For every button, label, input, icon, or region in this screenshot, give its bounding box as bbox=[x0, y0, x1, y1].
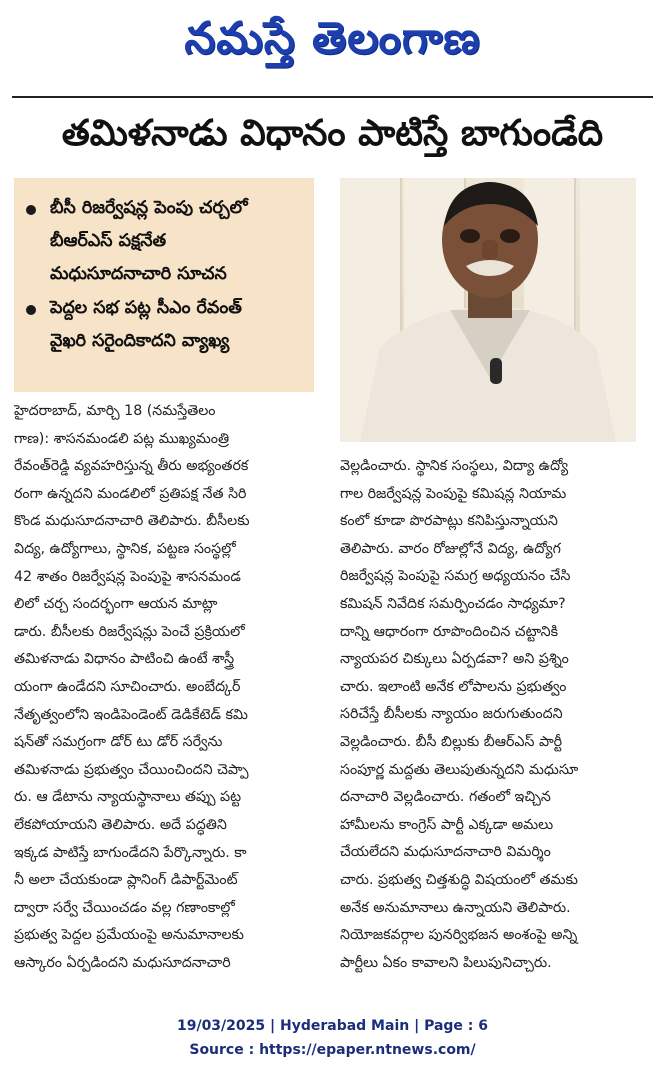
body-line: రేవంత్‌రెడ్డి వ్యవహరిస్తున్న తీరు అభ్యంతరక bbox=[14, 458, 249, 475]
summary-line: మధుసూదనాచారి సూచన bbox=[50, 264, 227, 284]
body-line: దనాచారి వెల్లడించారు. గతంలో ఇచ్చిన bbox=[340, 789, 551, 806]
body-line: రు. ఆ డేటాను న్యాయస్థానాలు తప్పు పట్ట bbox=[14, 789, 242, 806]
body-line: తెలిపారు. వారం రోజుల్లోనే విద్య, ఉద్యోగ bbox=[340, 540, 561, 557]
body-line: చేయలేదని మధుసూదనాచారి విమర్శిం bbox=[340, 844, 551, 861]
body-line: లిలో చర్చ సందర్భంగా ఆయన మాట్లా bbox=[14, 596, 218, 613]
body-line: పార్టీలు ఏకం కావాలని పిలుపునిచ్చారు. bbox=[340, 954, 552, 971]
body-line: వెల్లడించారు. బీసీ బిల్లుకు బీఆర్ఎస్ పార్టీ bbox=[340, 733, 563, 750]
summary-line: పెద్దల సభ పట్ల సీఎం రేవంత్ bbox=[50, 298, 242, 318]
article-headline: తమిళనాడు విధానం పాటిస్తే బాగుండేది bbox=[61, 113, 604, 154]
body-line: రిజర్వేషన్ల పెంపుపై సమగ్ర అధ్యయనం చేసి bbox=[340, 568, 571, 585]
body-line: హామీలను కాంగ్రెస్ పార్టీ ఎక్కడా అమలు bbox=[340, 816, 554, 833]
footer-date-edition: 19/03/2025 | Hyderabad Main | Page : 6 bbox=[176, 1018, 489, 1034]
body-line: ప్రభుత్వ పెద్దల ప్రమేయంపై అనుమానాలకు bbox=[14, 927, 244, 944]
person-portrait-icon bbox=[340, 178, 636, 442]
bullet-icon bbox=[26, 205, 36, 215]
body-line: విద్య, ఉద్యోగాలు, స్థానిక, పట్టణ సంస్థల్లో bbox=[14, 540, 236, 557]
body-line: వెల్లడించారు. స్థానిక సంస్థలు, విద్యా ఉద్యో bbox=[340, 458, 569, 474]
body-line: నియోజకవర్గాల పునర్విభజన అంశంపై అన్ని bbox=[340, 927, 578, 944]
body-line: తమిళనాడు ప్రభుత్వం చేయించిందని చెప్పా bbox=[14, 761, 249, 778]
body-line: ద్వారా సర్వే చేయించడం వల్ల గణాంకాల్లో bbox=[14, 899, 235, 916]
footer-source: Source : https://epaper.ntnews.com/ bbox=[189, 1042, 476, 1058]
summary-box bbox=[14, 178, 314, 392]
body-line: రంగా ఉన్నదని మండలిలో ప్రతిపక్ష నేత సిరి bbox=[14, 485, 247, 502]
body-line: చారు. ఇలాంటి అనేక లోపాలను ప్రభుత్వం bbox=[340, 678, 567, 695]
body-line: సరిచేస్తే బీసీలకు న్యాయం జరుగుతుందని bbox=[340, 706, 563, 723]
body-line: ఇక్కడ పాటిస్తే బాగుండేదని పేర్కొన్నారు. కా bbox=[14, 844, 247, 861]
bullet-icon bbox=[26, 305, 36, 315]
body-line: అనేక అనుమానాలు ఉన్నాయని తెలిపారు. bbox=[340, 899, 571, 916]
body-line: తమిళనాడు విధానం పాటించి ఉంటే శాస్త్రీ bbox=[14, 651, 235, 668]
article-photo bbox=[340, 178, 636, 442]
summary-line: బీసీ రిజర్వేషన్ల పెంపు చర్చలో bbox=[50, 198, 248, 218]
body-line: 42 శాతం రిజర్వేషన్ల పెంపుపై శాసనమండ bbox=[14, 568, 241, 585]
body-line: హైదరాబాద్, మార్చి 18 (నమస్తేతెలం bbox=[14, 403, 216, 419]
body-line: దాన్ని ఆధారంగా రూపొందించిన చట్టానికి bbox=[340, 623, 559, 640]
body-line: కంలో కూడా పొరపాట్లు కనిపిస్తున్నాయని bbox=[340, 513, 558, 530]
article-body-right-column bbox=[340, 453, 654, 977]
body-line: నీ అలా చేయకుండా ప్లానింగ్ డిపార్ట్‌మెంట్ bbox=[14, 872, 238, 889]
article-body-left-column bbox=[14, 398, 330, 977]
body-line: షన్‌తో సమగ్రంగా డోర్ టు డోర్ సర్వేను bbox=[14, 734, 223, 751]
summary-line: బీఆర్ఎస్ పక్షనేత bbox=[50, 231, 167, 251]
body-line: గాల రిజర్వేషన్ల పెంపుపై కమిషన్ల నియామ bbox=[340, 485, 567, 502]
body-line: లేకపోయాయని తెలిపారు. అదే పద్ధతిని bbox=[14, 816, 227, 833]
newspaper-masthead: నమస్తే తెలంగాణ bbox=[184, 13, 481, 64]
body-line: గాణ): శాసనమండలి పట్ల ముఖ్యమంత్రి bbox=[14, 430, 230, 447]
body-line: న్యాయపర చిక్కులు ఏర్పడవా? అని ప్రశ్నిం bbox=[340, 651, 569, 668]
summary-line: వైఖరి సరైందికాదని వ్యాఖ్య bbox=[50, 331, 230, 351]
body-line: యంగా ఉండేదని సూచించారు. అంబేద్కర్ bbox=[14, 678, 241, 695]
body-line: డారు. బీసీలకు రిజర్వేషన్లు పెంచే ప్రక్రియలో bbox=[14, 623, 245, 640]
body-line: కమిషన్ నివేదిక సమర్పించడం సాధ్యమా? bbox=[340, 595, 566, 612]
body-line: కొండ మధుసూదనాచారి తెలిపారు. బీసీలకు bbox=[14, 513, 250, 530]
body-line: నేతృత్వంలోని ఇండిపెండెంట్ డెడికేటెడ్ కమి bbox=[14, 706, 248, 723]
body-line: సంపూర్ణ మద్దతు తెలుపుతున్నదని మధుసూ bbox=[340, 761, 579, 778]
masthead-divider bbox=[12, 96, 653, 98]
body-line: ఆస్కారం ఏర్పడిందని మధుసూదనాచారి bbox=[14, 954, 231, 971]
body-line: చారు. ప్రభుత్వ చిత్తశుద్ధి విషయంలో తమకు bbox=[340, 871, 578, 888]
